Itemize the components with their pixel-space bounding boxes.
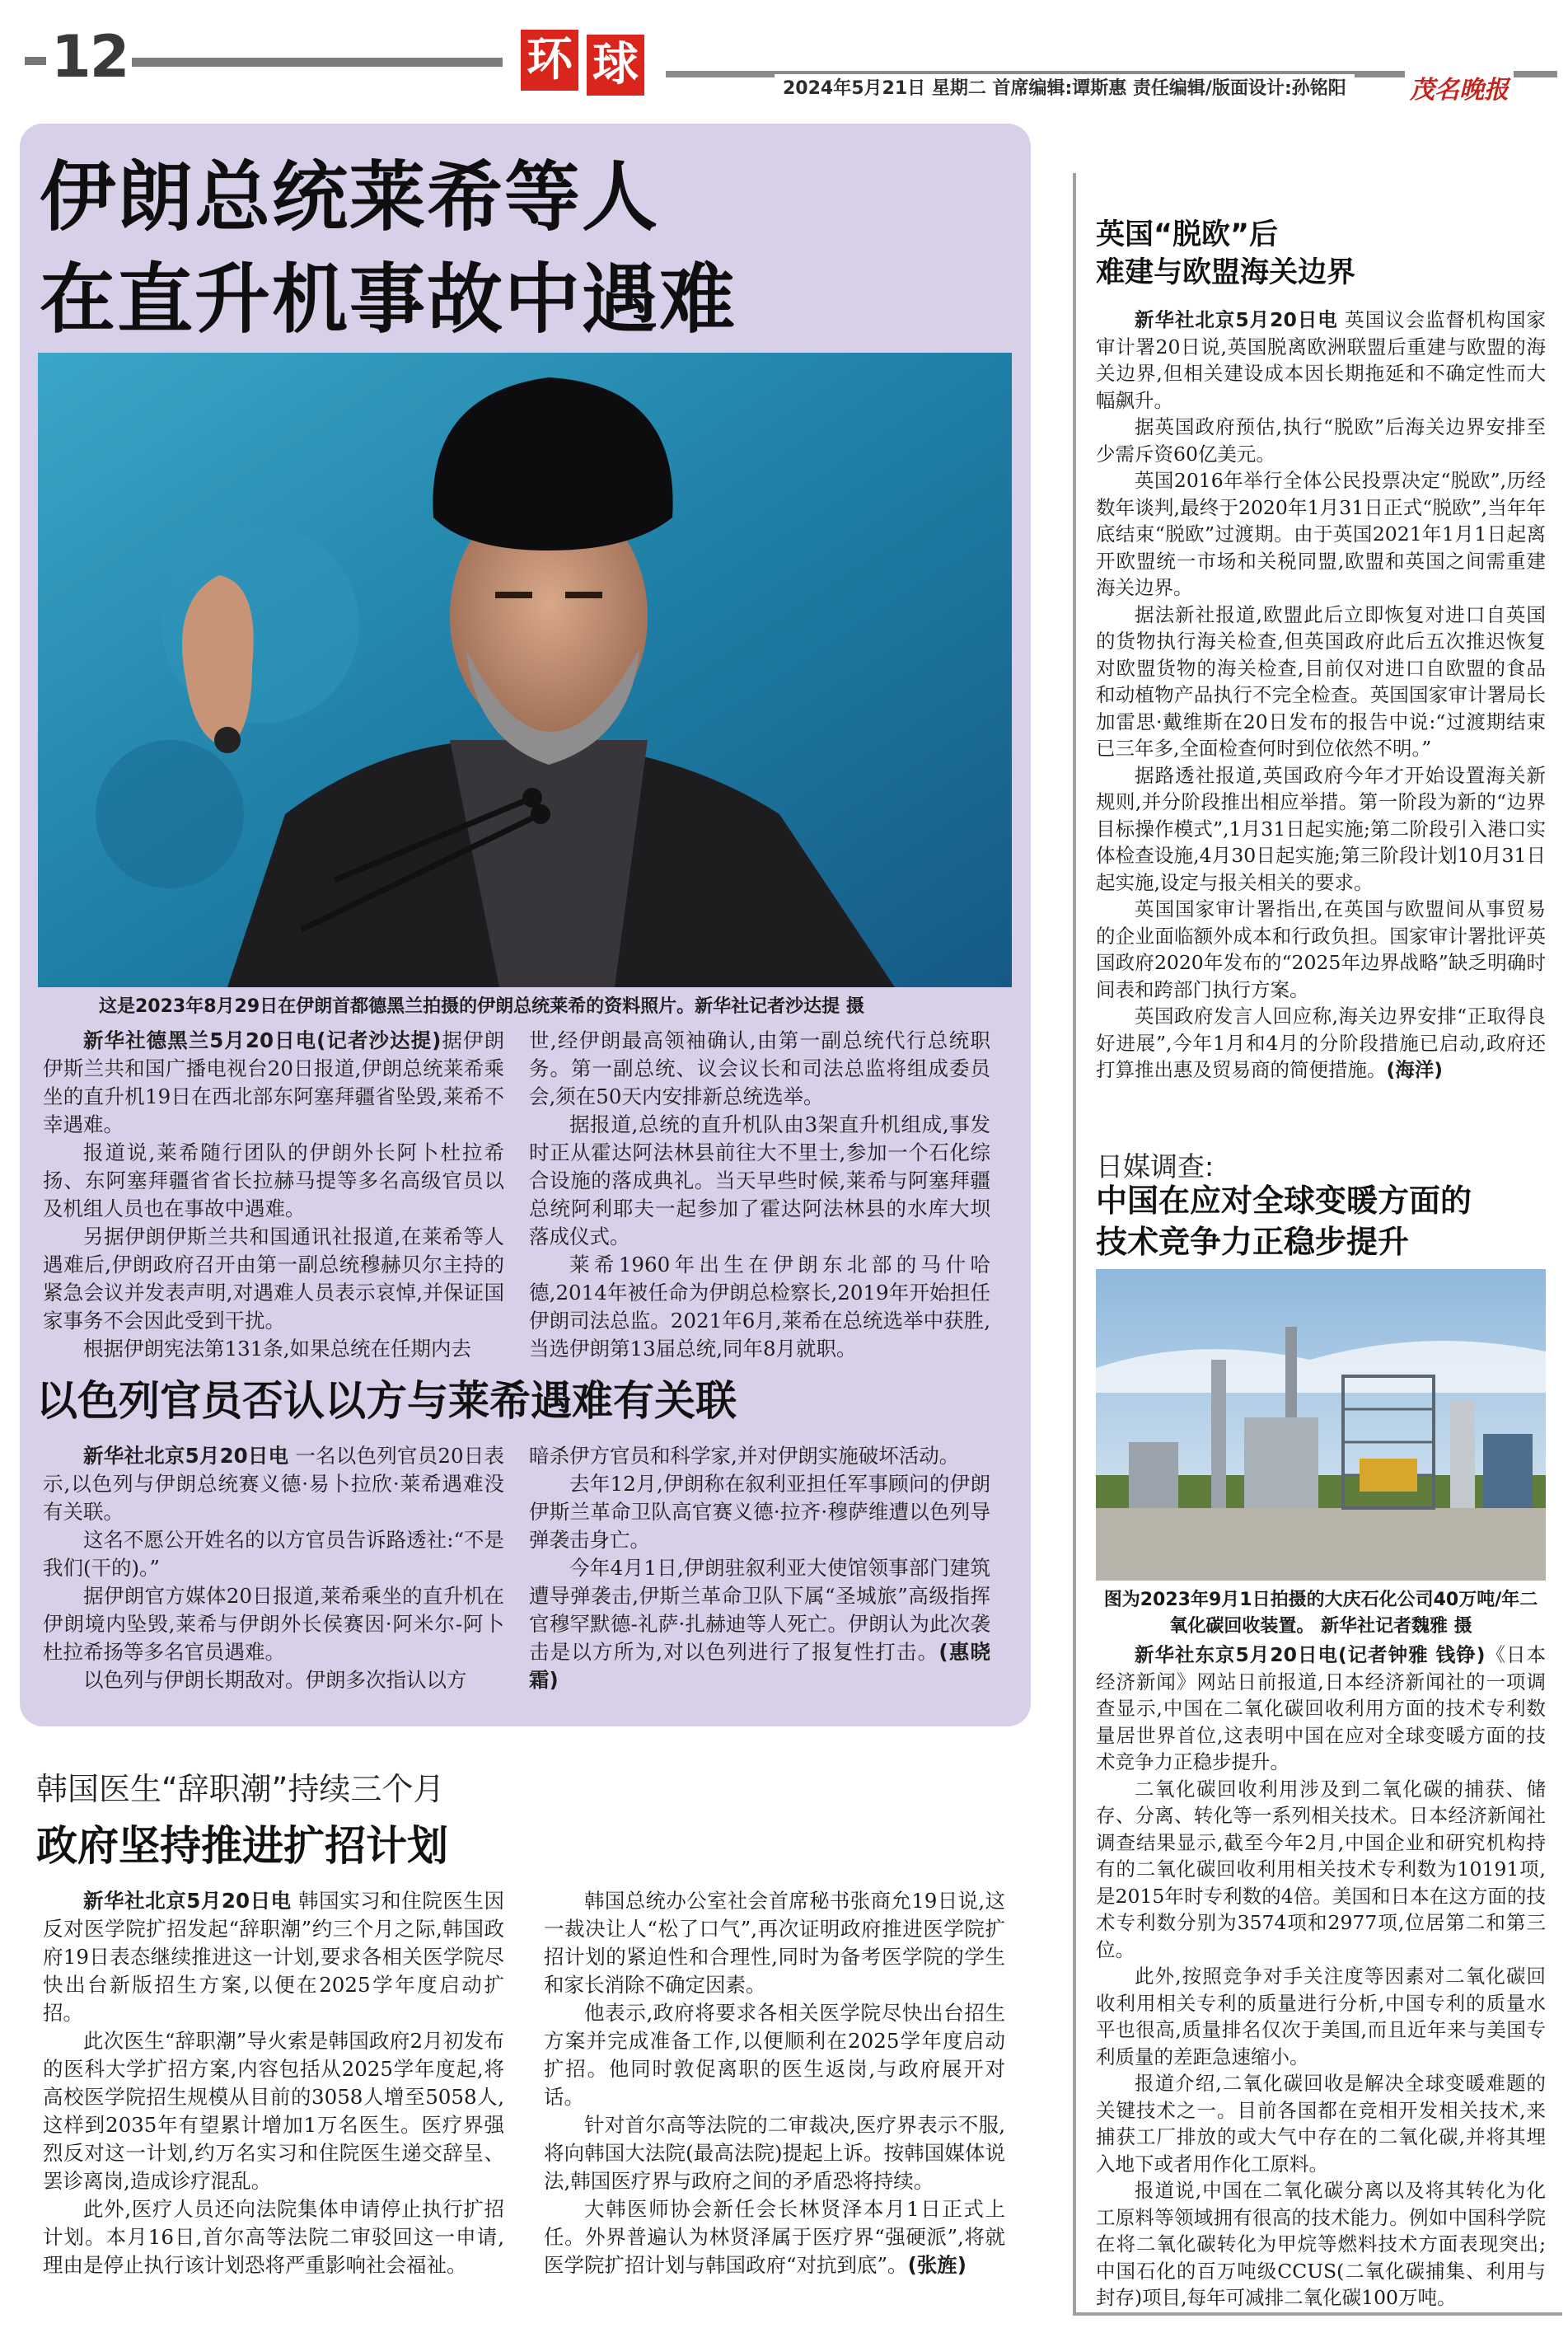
lead-paragraph: 世,经伊朗最高领袖确认,由第一副总统代行总统职务。第一副总统、议会议长和司法总监将组成委员会,须在50天内安排新总统选举。 — [529, 1028, 990, 1108]
uk-paragraph: 据路透社报道,英国政府今年才开始设置海关新规则,并分阶段推出相应举措。第一阶段为新的“边界目标操作模式”,1月31日起实施;第二阶段引入港口实体检查设施,4月30日起实施;第三阶段计划10月31日起实施,设定与报关相关的要求。 — [1096, 763, 1546, 894]
israel-paragraph: 今年4月1日,伊朗驻叙利亚大使馆领事部门建筑遭导弹袭击,伊斯兰革命卫队下属“圣城旅”高级指挥官穆罕默德-礼萨·扎赫迪等人死亡。伊朗认为此次袭击是以方所为,对以色列进行了报复性打击。 — [529, 1556, 990, 1664]
korea-paragraph: 此外,医疗人员还向法院集体申请停止执行扩招计划。本月16日,首尔高等法院二审驳回这一申请,理由是停止执行该计划恐将严重影响社会福祉。 — [43, 2197, 504, 2277]
uk-paragraph: 英国2016年举行全体公民投票决定“脱欧”,历经数年谈判,最终于2020年1月31日正式“脱欧”,当年年底结束“脱欧”过渡期。由于英国2021年1月1日起离开欧盟统一市场和关税同盟,欧盟和英国之间需重建海关边界。 — [1096, 469, 1546, 599]
lead-paragraph: 另据伊朗伊斯兰共和国通讯社报道,在莱希等人遇难后,伊朗政府召开由第一副总统穆赫贝尔主持的紧急会议并发表声明,对遇难人员表示哀悼,并保证国家事务不会因此受到干扰。 — [43, 1225, 504, 1333]
lead-headline-line-1: 伊朗总统莱希等人 — [40, 153, 660, 241]
header-meta: 2024年5月21日 星期二 首席编辑:谭斯惠 责任编辑/版面设计:孙铭阳 — [775, 74, 1355, 100]
korea-headline: 政府坚持推进扩招计划 — [36, 1822, 448, 1870]
lead-dateline: 新华社德黑兰5月20日电(记者沙达提) — [83, 1028, 442, 1052]
lead-headline — [40, 147, 737, 351]
japan-headline — [1096, 1180, 1472, 1262]
section-char-1: 环 — [521, 30, 578, 91]
uk-paragraph: 英国政府发言人回应称,海关边界安排“正取得良好进展”,今年1月和4月的分阶段措施已启动,政府还打算推出惠及贸易商的简便措施。 — [1096, 1005, 1546, 1081]
japan-photo — [1096, 1269, 1546, 1581]
israel-paragraph: 去年12月,伊朗称在叙利亚担任军事顾问的伊朗伊斯兰革命卫队高官赛义德·拉齐·穆萨维遭以色列导弹袭击身亡。 — [529, 1472, 990, 1552]
israel-byline: (惠晓霜) — [529, 1640, 990, 1692]
uk-dateline: 新华社北京5月20日电 — [1135, 308, 1338, 331]
israel-dateline: 新华社北京5月20日电 — [83, 1444, 289, 1468]
korea-byline: (张旌) — [907, 2253, 967, 2277]
paper-logo: 茂名晚报 — [1405, 69, 1514, 105]
israel-paragraph: 一名以色列官员20日表示,以色列与伊朗总统赛义德·易卜拉欣·莱希遇难没有关联。 — [43, 1444, 504, 1524]
uk-paragraph: 据英国政府预估,执行“脱欧”后海关边界安排至少需斥资60亿美元。 — [1096, 415, 1546, 466]
israel-article-col-1 — [43, 1442, 504, 1694]
japan-paragraph: 此外,按照竞争对手关注度等因素对二氧化碳回收利用相关专利的质量进行分析,中国专利的质量水平也很高,质量排名仅次于美国,而且近年来与美国专利质量的差距急速缩小。 — [1096, 1965, 1546, 2068]
japan-paragraph: 报道介绍,二氧化碳回收是解决全球变暖难题的关键技术之一。目前各国都在竞相开发相关技术,来捕获工厂排放的或大气中存在的二氧化碳,并将其埋入地下或者用作化工原料。 — [1096, 2072, 1546, 2176]
uk-headline-line-1: 英国“脱欧”后 — [1096, 218, 1279, 251]
lead-photo — [38, 353, 1012, 987]
japan-article-body — [1096, 1642, 1546, 2312]
israel-headline: 以色列官员否认以方与莱希遇难有关联 — [36, 1377, 737, 1425]
section-char-2: 球 — [587, 35, 644, 96]
lead-paragraph: 据伊朗伊斯兰共和国广播电视台20日报道,伊朗总统莱希乘坐的直升机19日在西北部东阿塞拜疆省坠毁,莱希不幸遇难。 — [43, 1028, 505, 1136]
co2-plant-image — [1096, 1269, 1546, 1581]
japan-paragraph: 二氧化碳回收利用涉及到二氧化碳的捕获、储存、分离、转化等一系列相关技术。日本经济新闻社调查结果显示,截至今年2月,中国企业和研究机构持有的二氧化碳回收利用相关技术专利数为10191项,是2015年时专利数的4倍。美国和日本在这方面的技术专利数分别为3574项和2977项,位居第二和第三位。 — [1096, 1777, 1546, 1961]
uk-byline: (海洋) — [1386, 1058, 1443, 1081]
israel-paragraph: 据伊朗官方媒体20日报道,莱希乘坐的直升机在伊朗境内坠毁,莱希与伊朗外长侯赛因·阿米尔-阿卜杜拉希扬等多名官员遇难。 — [43, 1584, 504, 1664]
israel-paragraph: 以色列与伊朗长期敌对。伊朗多次指认以方 — [83, 1668, 467, 1692]
japan-photo-caption: 图为2023年9月1日拍摄的大庆石化公司40万吨/年二氧化碳回收装置。 新华社记者魏雅 摄 — [1103, 1590, 1538, 1637]
lead-paragraph: 根据伊朗宪法第131条,如果总统在任期内去 — [83, 1337, 472, 1361]
korea-paragraph: 此次医生“辞职潮”导火索是韩国政府2月初发布的医科大学扩招方案,内容包括从2025学年度起,将高校医学院招生规模从目前的3058人增至5058人,这样到2035年有望累计增加1万名医生。医疗界强烈反对这一计划,约万名实习和住院医生递交辞呈、罢诊离岗,造成诊疗混乱。 — [43, 2029, 504, 2193]
japan-kicker: 日媒调查: — [1096, 1150, 1215, 1183]
israel-paragraph: 这名不愿公开姓名的以方官员告诉路透社:“不是我们(干的)。” — [43, 1528, 504, 1580]
uk-paragraph: 英国议会监督机构国家审计署20日说,英国脱离欧洲联盟后重建与欧盟的海关边界,但相关建设成本因长期拖延和不确定性而大幅飙升。 — [1096, 308, 1546, 412]
lead-photo-caption: 这是2023年8月29日在伊朗首都德黑兰拍摄的伊朗总统莱希的资料照片。新华社记者沙达提 摄 — [99, 996, 864, 1017]
lead-paragraph: 报道说,莱希随行团队的伊朗外长阿卜杜拉希扬、东阿塞拜疆省省长拉赫马提等多名高级官员以及机组人员也在事故中遇难。 — [43, 1141, 504, 1220]
uk-headline — [1096, 216, 1355, 292]
lead-headline-line-2: 在直升机事故中遇难 — [40, 255, 737, 344]
section-flag — [521, 30, 648, 97]
japan-headline-line-1: 中国在应对全球变暖方面的 — [1096, 1183, 1472, 1219]
japan-paragraph: 《日本经济新闻》网站日前报道,日本经济新闻社的一项调查显示,中国在二氧化碳回收利用方面的技术专利数量居世界首位,这表明中国在应对全球变暖方面的技术竞争力正稳步提升。 — [1096, 1643, 1546, 1773]
page-number: 12 — [25, 23, 128, 91]
japan-dateline: 新华社东京5月20日电(记者钟雅 钱铮) — [1135, 1643, 1486, 1666]
korea-dateline: 新华社北京5月20日电 — [83, 1889, 292, 1913]
lead-paragraph: 莱希1960年出生在伊朗东北部的马什哈德,2014年被任命为伊朗总检察长,2019年开始担任伊朗司法总监。2021年6月,莱希在总统选举中获胜,当选伊朗第13届总统,同年8月就职。 — [529, 1253, 990, 1361]
korea-paragraph: 针对首尔高等法院的二审裁决,医疗界表示不服,将向韩国大法院(最高法院)提起上诉。按韩国媒体说法,韩国医疗界与政府之间的矛盾恐将持续。 — [544, 2113, 1005, 2193]
korea-paragraph: 韩国总统办公室社会首席秘书张商允19日说,这一裁决让人“松了口气”,再次证明政府推进医学院扩招计划的紧迫性和合理性,同时为备考医学院的学生和家长消除不确定因素。 — [544, 1889, 1005, 1997]
lead-article-col-1 — [43, 1027, 504, 1363]
korea-paragraph: 大韩医师协会新任会长林贤泽本月1日正式上任。外界普遍认为林贤泽属于医疗界“强硬派”,将就医学院扩招计划与韩国政府“对抗到底”。 — [544, 2197, 1005, 2277]
korea-article-col-1 — [43, 1887, 504, 2279]
israel-paragraph: 暗杀伊方官员和科学家,并对伊朗实施破坏活动。 — [529, 1444, 960, 1468]
korea-kicker: 韩国医生“辞职潮”持续三个月 — [36, 1771, 445, 1807]
israel-article-col-2 — [529, 1442, 990, 1694]
japan-headline-line-2: 技术竞争力正稳步提升 — [1096, 1224, 1410, 1260]
raisi-portrait-image — [38, 353, 1012, 987]
korea-paragraph: 韩国实习和住院医生因反对医学院扩招发起“辞职潮”约三个月之际,韩国政府19日表态继续推进这一计划,要求各相关医学院尽快出台新版招生方案,以便在2025学年度启动扩招。 — [43, 1889, 504, 2025]
uk-paragraph: 据法新社报道,欧盟此后立即恢复对进口自英国的货物执行海关检查,但英国政府此后五次推迟恢复对欧盟货物的海关检查,目前仅对进口自欧盟的食品和动植物产品执行不完全检查。英国国家审计署局长加雷思·戴维斯在20日发布的报告中说:“过渡期结束已三年多,全面检查何时到位依然不明。” — [1096, 602, 1546, 760]
uk-article-body — [1096, 307, 1546, 1084]
lead-article-col-2 — [529, 1027, 990, 1363]
header-rule-left — [132, 58, 503, 67]
uk-headline-line-2: 难建与欧盟海关边界 — [1096, 256, 1356, 289]
uk-paragraph: 英国国家审计署指出,在英国与欧盟间从事贸易的企业面临额外成本和行政负担。国家审计署批评英国政府2020年发布的“2025年边界战略”缺乏明确时间表和跨部门执行方案。 — [1096, 897, 1546, 1001]
korea-paragraph: 他表示,政府将要求各相关医学院尽快出台招生方案并完成准备工作,以便顺利在2025学年度启动扩招。他同时敦促离职的医生返岗,与政府展开对话。 — [544, 2001, 1005, 2109]
korea-article-col-2 — [544, 1887, 1005, 2279]
japan-paragraph: 报道说,中国在二氧化碳分离以及将其转化为化工原料等领域拥有很高的技术能力。例如中国科学院在将二氧化碳转化为甲烷等燃料技术方面表现突出;中国石化的百万吨级CCUS(二氧化碳捕集、利用与封存)项目,每年可减排二氧化碳100万吨。 — [1096, 2179, 1546, 2309]
lead-paragraph: 据报道,总统的直升机队由3架直升机组成,事发时正从霍达阿法林县前往大不里士,参加一个石化综合设施的落成典礼。当天早些时候,莱希与阿塞拜疆总统阿利耶夫一起参加了霍达阿法林县的水库大坝落成仪式。 — [529, 1112, 990, 1248]
